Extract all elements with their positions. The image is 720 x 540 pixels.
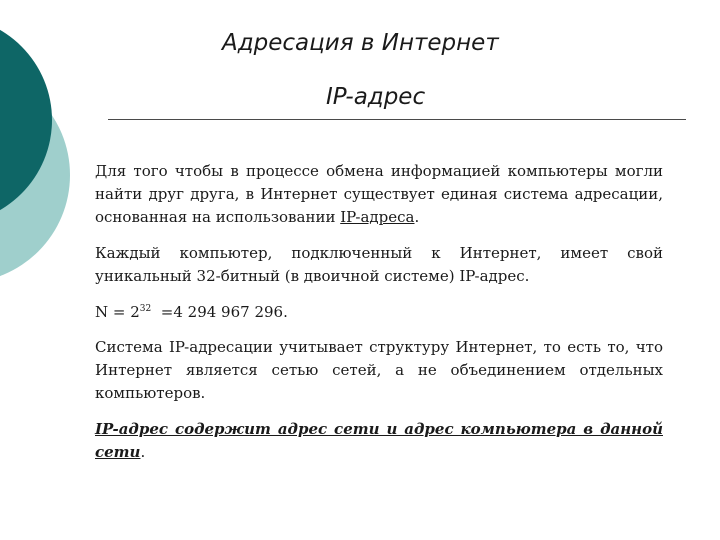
key-point-text: IP-адрес содержит адрес сети и адрес компьютера в данной сети: [95, 420, 663, 461]
paragraph-key-point: [95, 418, 663, 464]
slide-title: Адресация в Интернет: [222, 30, 499, 56]
slide-subtitle: IP-адрес: [326, 84, 426, 110]
paragraph-addressing: [95, 160, 663, 229]
paragraph-addressing-text: Для того чтобы в процессе обмена информацией компьютеры могли найти друг друга, в Интернет существует единая система адресации, основанная на использовании: [95, 162, 663, 226]
formula-base: N = 2: [95, 303, 140, 321]
paragraph-addressing-end: .: [414, 208, 420, 226]
decorative-circles: [0, 0, 110, 300]
paragraph-32bit: Каждый компьютер, подключенный к Интернет, имеет свой уникальный 32-битный (в двоичной системе) IP-адрес.: [95, 244, 663, 285]
formula-result: =4 294 967 296.: [160, 303, 288, 321]
key-point-end: .: [140, 443, 146, 461]
paragraph-structure: Система IP-адресации учитывает структуру Интернет, то есть то, что Интернет является сетью сетей, а не объединением отдельных компьютеров.: [95, 338, 663, 402]
ip-address-link[interactable]: IP-адреса: [340, 208, 415, 226]
title-divider: [108, 119, 686, 120]
slide-body: [95, 160, 663, 477]
formula-exponent: 32: [139, 304, 152, 314]
formula-line: [95, 301, 663, 324]
